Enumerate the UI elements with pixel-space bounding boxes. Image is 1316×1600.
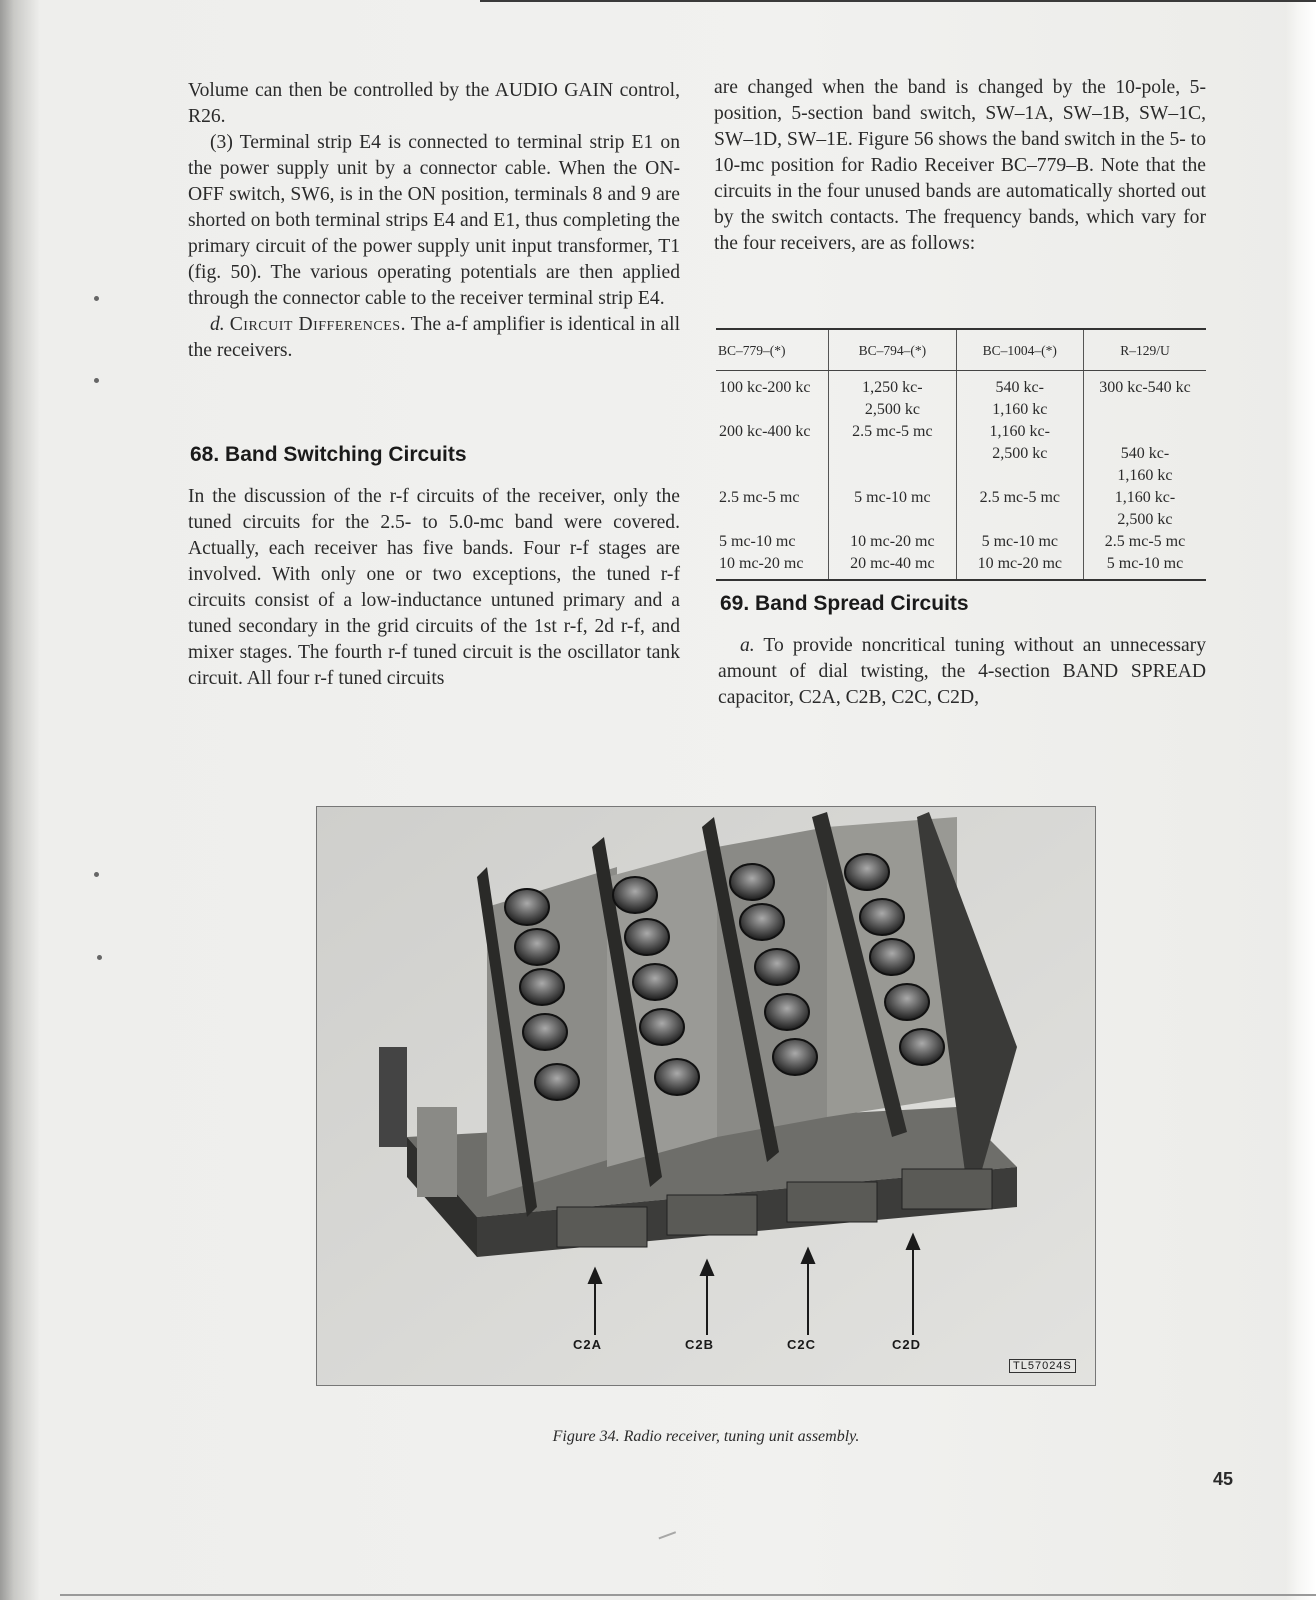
table-cell: 540 kc- 1,160 kc <box>956 371 1083 422</box>
callout-c2d: C2D <box>892 1337 922 1352</box>
table-cell: 5 mc-10 mc 10 mc-20 mc <box>956 531 1083 580</box>
left-column <box>188 78 680 364</box>
table-cell: 2.5 mc-5 mc <box>956 487 1083 531</box>
binding-dot <box>94 378 99 383</box>
table-cell: 2.5 mc-5 mc 5 mc-10 mc <box>1083 531 1206 580</box>
table-row <box>716 371 1206 422</box>
table-row <box>716 487 1206 531</box>
table-cell: 2.5 mc-5 mc <box>829 421 956 487</box>
page-edge <box>1286 0 1316 1600</box>
table-header: BC–1004–(*) <box>956 329 1083 371</box>
table-header: BC–794–(*) <box>829 329 956 371</box>
section-68-body <box>188 484 680 692</box>
callout-c2a: C2A <box>573 1337 603 1352</box>
figure-caption: Figure 34. Radio receiver, tuning unit assembly. <box>552 1428 860 1445</box>
table-cell: 200 kc-400 kc <box>719 423 811 440</box>
subsection-label: a. <box>740 635 755 656</box>
table-cell: 5 mc-10 mc 10 mc-20 mc <box>716 531 829 580</box>
paragraph-text: To provide noncritical tuning without an unnecessary amount of dial twisting, the 4-section BAND SPREAD capacitor, C2A, C2B, C2C, C2D, <box>718 635 1206 708</box>
binding-dot <box>97 955 102 960</box>
table-cell: 1,160 kc- 2,500 kc <box>1083 487 1206 531</box>
table-cell: 100 kc-200 kc <box>719 379 811 396</box>
table-cell: 10 mc-20 mc 20 mc-40 mc <box>829 531 956 580</box>
photo-stamp: TL57024S <box>1009 1359 1076 1373</box>
subsection-text: The a-f amplifier is identical in all the receivers. <box>188 314 681 361</box>
section-heading-68: 68. Band Switching Circuits <box>190 443 467 466</box>
paragraph-terminal-strip: (3) Terminal strip E4 is connected to terminal strip E1 on the power supply unit by a connector cable. When the ON-OFF switch, SW6, is in the ON position, terminals 8 and 9 are shorted on both terminal strips E4 and E1, thus completing the primary circuit of the power supply unit input transformer, T1 (fig. 50). The various operating potentials are then applied through the connector cable to the receiver terminal strip E4. <box>188 132 680 309</box>
paragraph-band-spread <box>718 633 1206 711</box>
subsection-label: d. <box>210 314 225 335</box>
table-cell: 1,250 kc- 2,500 kc <box>829 371 956 422</box>
section-heading-69: 69. Band Spread Circuits <box>720 592 969 615</box>
table-header: R–129/U <box>1083 329 1206 371</box>
top-rule <box>480 0 1316 2</box>
binding-dot <box>94 872 99 877</box>
paragraph-band-switching: In the discussion of the r-f circuits of the receiver, only the tuned circuits for the 2.5- to 5.0-mc band were covered. Actually, each receiver has five bands. Four r-f stages are involved. With only one or two exceptions, the tuned r-f circuits consist of a low-inductance untuned primary and a tuned secondary in the grid circuits of the 1st r-f, 2d r-f, and mixer stages. The fourth r-f tuned circuit is the oscillator tank circuit. All four r-f tuned circuits <box>188 486 680 689</box>
callout-c2b: C2B <box>685 1337 715 1352</box>
callout-c2c: C2C <box>787 1337 817 1352</box>
frequency-band-table <box>716 328 1206 581</box>
table-cell: 1,160 kc- 2,500 kc <box>956 421 1083 487</box>
table-header: BC–779–(*) <box>716 329 829 371</box>
table-cell: 5 mc-10 mc <box>829 487 956 531</box>
tuning-unit-illustration <box>317 807 1095 1385</box>
table-header-row <box>716 329 1206 371</box>
paragraph-circuit-differences <box>188 312 680 364</box>
table-row <box>716 531 1206 580</box>
paragraph-band-switch: are changed when the band is changed by the 10-pole, 5-position, 5-section band switch, SW–1A, SW–1B, SW–1C, SW–1D, SW–1E. Figure 56 shows the band switch in the 5- to 10-mc position for Radio Receiver BC–779–B. Note that the circuits in the four unused bands are automatically shorted out by the switch contacts. The frequency bands, which vary for the four receivers, are as follows: <box>714 77 1206 254</box>
binding-dot <box>94 296 99 301</box>
paragraph-volume: Volume can then be controlled by the AUDIO GAIN control, R26. <box>188 80 680 127</box>
section-69-body <box>718 633 1206 711</box>
table-cell: 2.5 mc-5 mc <box>719 489 800 506</box>
bottom-rule <box>60 1594 1316 1596</box>
tuning-unit-photo <box>316 806 1096 1386</box>
table-cell: 540 kc- 1,160 kc <box>1083 421 1206 487</box>
subsection-heading: Circuit Differences. <box>229 314 406 335</box>
table-row <box>716 421 1206 487</box>
table-cell: 300 kc-540 kc <box>1083 371 1206 422</box>
page-number: 45 <box>1213 1469 1234 1489</box>
right-column <box>714 75 1206 257</box>
